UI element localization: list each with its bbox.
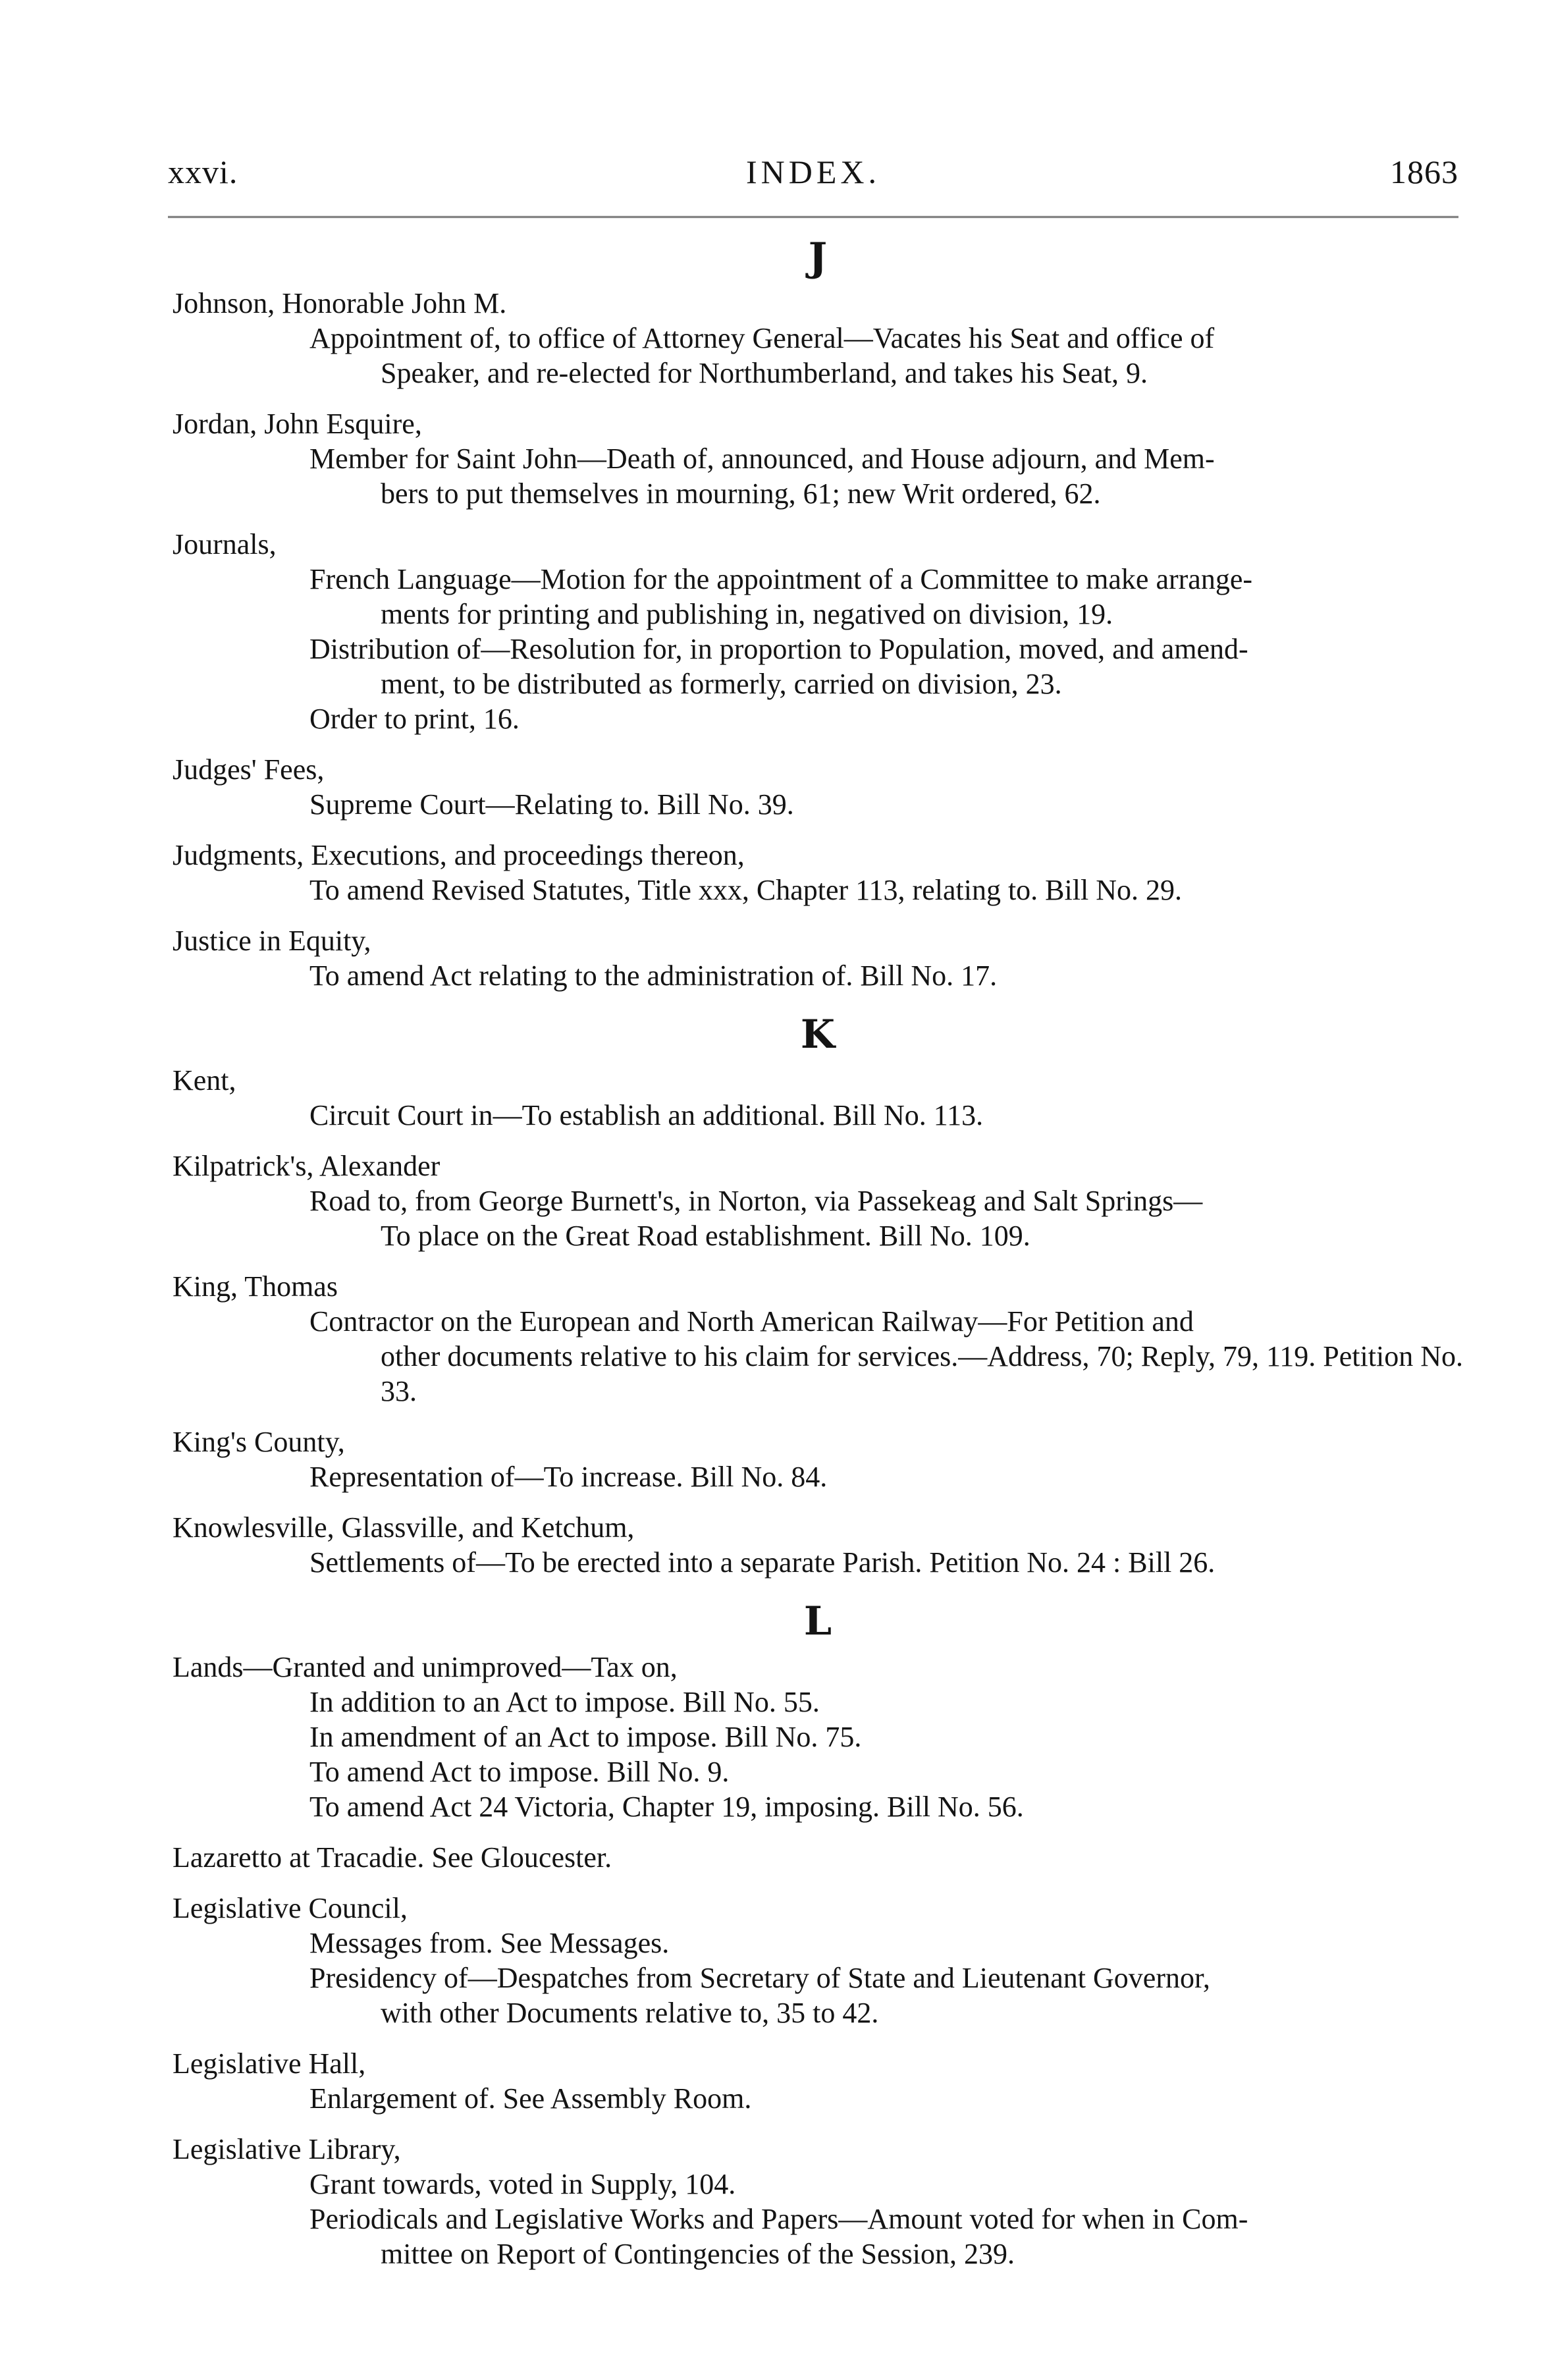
subitem-text: To amend Act to impose. Bill No. 9.: [309, 1756, 730, 1788]
index-section: [173, 232, 1463, 993]
entry-subitem: [173, 1304, 1463, 1409]
subitem-continuation: bers to put themselves in mourning, 61; new Writ ordered, 62.: [381, 477, 1101, 510]
entry-subitem: [173, 1754, 1463, 1789]
index-entry: [173, 286, 1463, 391]
entry-subitem: [173, 1685, 1463, 1719]
entry-subitem: [173, 2167, 1463, 2202]
subitem-text: Settlements of—To be erected into a separate Parish. Petition No. 24 : Bill 26.: [309, 1546, 1216, 1579]
index-entry: [173, 1650, 1463, 1824]
subitem-text: Messages from. See Messages.: [309, 1927, 670, 1959]
entry-heading: Judges' Fees,: [173, 753, 325, 786]
subitem-continuation: with other Documents relative to, 35 to 42.: [381, 1997, 879, 2029]
entry-subitem: [173, 873, 1463, 907]
entry-heading: Kent,: [173, 1064, 236, 1096]
entry-subitem: [173, 1961, 1463, 2030]
index-entry: [173, 923, 1463, 993]
section-letter: J: [808, 234, 828, 281]
header-rule: [168, 216, 1458, 218]
entry-subitem: [173, 632, 1463, 701]
entry-heading: Lands—Granted and unimproved—Tax on,: [173, 1651, 678, 1683]
page-header: [168, 153, 1458, 205]
index-entry: [173, 1149, 1463, 1253]
entry-subitem: [173, 958, 1463, 993]
subitem-text: Enlargement of. See Assembly Room.: [309, 2082, 752, 2115]
subitem-continuation: To place on the Great Road establishment. Bill No. 109.: [381, 1220, 1030, 1252]
section-letter: K: [800, 1012, 836, 1058]
index-content: [173, 232, 1463, 2287]
subitem-text: In addition to an Act to impose. Bill No. 55.: [309, 1686, 820, 1718]
index-entry: [173, 2132, 1463, 2271]
page-title: INDEX.: [745, 153, 881, 190]
entry-heading: Kilpatrick's, Alexander: [173, 1150, 441, 1182]
subitem-text: To amend Act 24 Victoria, Chapter 19, imposing. Bill No. 56.: [309, 1791, 1024, 1823]
entry-subitem: [173, 1098, 1463, 1133]
entry-heading: Knowlesville, Glassville, and Ketchum,: [173, 1511, 635, 1544]
entry-heading: Lazaretto at Tracadie. See Gloucester.: [173, 1841, 612, 1874]
entry-subitem: [173, 441, 1463, 511]
subitem-text: Circuit Court in—To establish an additional. Bill No. 113.: [309, 1099, 984, 1131]
entry-heading: Judgments, Executions, and proceedings thereon,: [173, 839, 745, 871]
entry-heading: Journals,: [173, 528, 277, 560]
index-section: [173, 1009, 1463, 1580]
entry-heading: Legislative Library,: [173, 2133, 401, 2165]
index-entry: [173, 1063, 1463, 1133]
subitem-text: In amendment of an Act to impose. Bill No. 75.: [309, 1721, 862, 1753]
subitem-text: Road to, from George Burnett's, in Norton, via Passekeag and Salt Springs—: [309, 1185, 1203, 1217]
entry-subitem: [173, 562, 1463, 632]
index-entry: [173, 1269, 1463, 1409]
entry-subitem: [173, 1545, 1463, 1580]
entry-subitem: [173, 1459, 1463, 1494]
index-section: [173, 1596, 1463, 2271]
subitem-text: Representation of—To increase. Bill No. 84.: [309, 1461, 828, 1493]
subitem-continuation: ments for printing and publishing in, negatived on division, 19.: [381, 598, 1113, 630]
entry-subitem: [173, 2081, 1463, 2116]
entry-heading: Legislative Council,: [173, 1892, 408, 1924]
index-entry: [173, 1424, 1463, 1494]
entry-subitem: [173, 1719, 1463, 1754]
subitem-continuation: mittee on Report of Contingencies of the Session, 239.: [381, 2238, 1015, 2270]
subitem-text: Presidency of—Despatches from Secretary of State and Lieutenant Governor,: [309, 1962, 1210, 1994]
subitem-text: Periodicals and Legislative Works and Papers—Amount voted for when in Com-: [309, 2203, 1248, 2235]
entry-subitem: [173, 2202, 1463, 2271]
section-letter: L: [803, 1598, 832, 1644]
entry-heading: Legislative Hall,: [173, 2047, 366, 2080]
index-entry: [173, 1510, 1463, 1580]
entry-heading: Jordan, John Esquire,: [173, 408, 422, 440]
page-number: xxvi.: [168, 153, 238, 190]
subitem-text: To amend Revised Statutes, Title xxx, Chapter 113, relating to. Bill No. 29.: [309, 874, 1182, 906]
index-entry: [173, 752, 1463, 822]
subitem-text: Contractor on the European and North American Railway—For Petition and: [309, 1305, 1194, 1338]
index-entry: [173, 527, 1463, 736]
entry-subitem: [173, 701, 1463, 736]
subitem-continuation: other documents relative to his claim for services.—Address, 70; Reply, 79, 119. Petition No. 33.: [381, 1340, 1463, 1407]
entry-heading: Johnson, Honorable John M.: [173, 287, 507, 319]
subitem-text: Member for Saint John—Death of, announced, and House adjourn, and Mem-: [309, 443, 1215, 475]
index-entry: [173, 2046, 1463, 2116]
entry-subitem: [173, 321, 1463, 391]
subitem-continuation: ment, to be distributed as formerly, carried on division, 23.: [381, 668, 1062, 700]
subitem-continuation: Speaker, and re-elected for Northumberland, and takes his Seat, 9.: [381, 357, 1148, 389]
index-entry: [173, 406, 1463, 511]
subitem-text: To amend Act relating to the administration of. Bill No. 17.: [309, 960, 998, 992]
subitem-text: Supreme Court—Relating to. Bill No. 39.: [309, 788, 794, 821]
subitem-text: Grant towards, voted in Supply, 104.: [309, 2168, 736, 2200]
entry-heading: Justice in Equity,: [173, 925, 371, 957]
index-entry: [173, 1840, 1463, 1875]
entry-heading: King, Thomas: [173, 1270, 338, 1303]
index-entry: [173, 838, 1463, 907]
subitem-text: Appointment of, to office of Attorney General—Vacates his Seat and office of: [309, 322, 1215, 354]
page-year: 1863: [1390, 153, 1458, 190]
entry-subitem: [173, 1789, 1463, 1824]
entry-heading: King's County,: [173, 1426, 345, 1458]
subitem-text: Order to print, 16.: [309, 703, 520, 735]
subitem-text: French Language—Motion for the appointment of a Committee to make arrange-: [309, 563, 1252, 595]
entry-subitem: [173, 787, 1463, 822]
subitem-text: Distribution of—Resolution for, in proportion to Population, moved, and amend-: [309, 633, 1248, 665]
index-entry: [173, 1891, 1463, 2030]
entry-subitem: [173, 1183, 1463, 1253]
entry-subitem: [173, 1926, 1463, 1961]
